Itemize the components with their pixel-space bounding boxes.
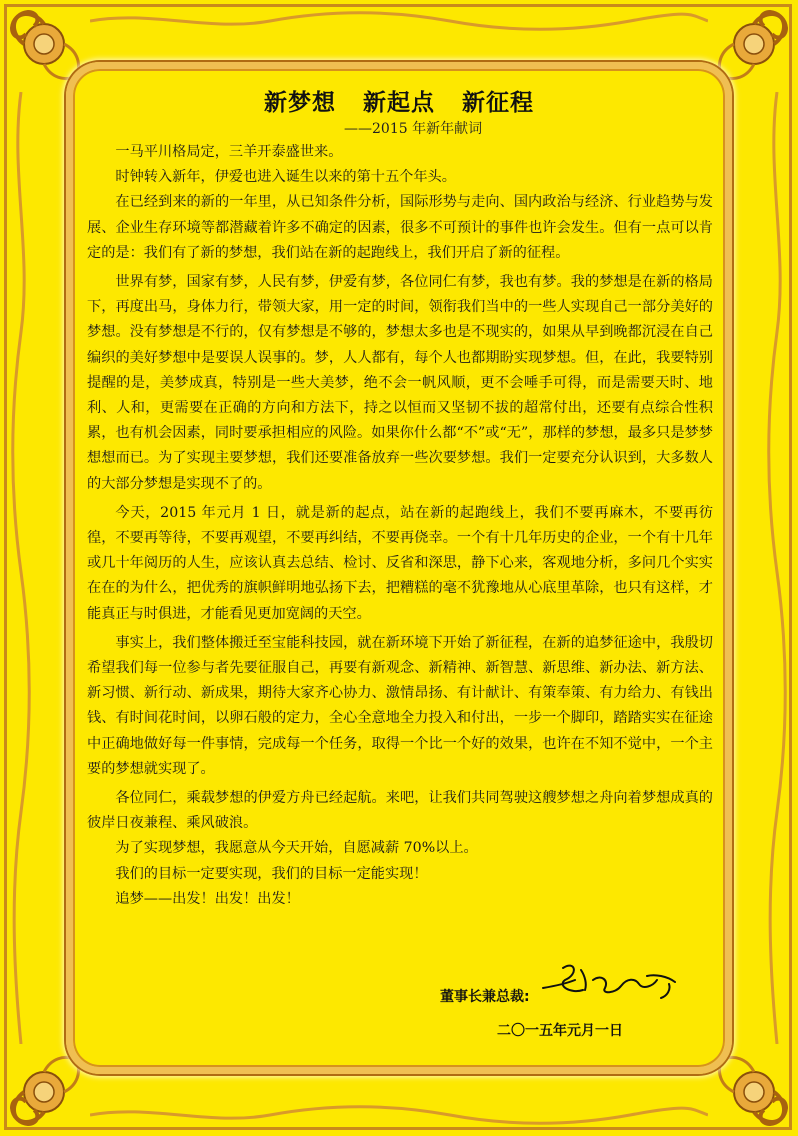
paragraph: 我们的目标一定要实现，我们的目标一定能实现！ xyxy=(115,865,428,882)
paragraph: 追梦——出发！出发！出发！ xyxy=(115,890,300,907)
paragraph: 世界有梦，国家有梦，人民有梦，伊爱有梦，各位同仁有梦，我也有梦。我的梦想是在新的格局下，再度出马，身体力行，带领大家，用一定的时间，领衔我们当中的一些人实现自己一部分美好的梦想。没有梦想是不行的，仅有梦想是不够的，梦想太多也是不现实的，如果从早到晚都沉浸在自己编织的美好梦想中是要误人误事的。梦，人人都有，每个人也都期盼实现梦想。但，在此，我要特别提醒的是，美梦成真，特别是一些大美梦，绝不会一帆风顺，更不会唾手可得，而是需要天时、地利、人和，更需要在正确的方向和方法下，持之以恒而又坚韧不拔的超常付出，还要有点综合性积累，也有机会因素，同时要承担相应的风险。如果你什么都“不”或“无”，那样的梦想，最多只是梦梦想想而已。为了实现主要梦想，我们还要准备放弃一些次要梦想。我们一定要充分认识到，大多数人的大部分梦想是实现不了的。 xyxy=(87,274,713,492)
handwritten-signature xyxy=(535,950,685,1010)
top-edge-ornament xyxy=(90,10,708,32)
paragraph: 在已经到来的新的一年里，从已知条件分析，国际形势与走向、国内政治与经济、行业趋势与发展、企业生存环境等都潜藏着许多不确定的因素，很多不可预计的事件也许会发生。但有一点可以肯定的是：我们有了新的梦想，我们站在新的起跑线上，我们开启了新的征程。 xyxy=(87,194,713,261)
paragraph: 事实上，我们整体搬迁至宝能科技园，就在新环境下开始了新征程，在新的追梦征途中，我殷切希望我们每一位参与者先要征服自己，再要有新观念、新精神、新智慧、新思维、新办法、新方法、新习惯、新行动、新成果，期待大家齐心协力、激情昂扬、有计献计、有策奉策、有力给力、有钱出钱、有时间花时间，以卵石般的定力，全心全意地全力投入和付出，一步一个脚印，踏踏实实在征途中正确地做好每一件事情，完成每一个任务，取得一个比一个好的效果，也许在不知不觉中，一个主要的梦想就实现了。 xyxy=(87,634,713,777)
paragraph: 各位同仁，乘载梦想的伊爱方舟已经起航。来吧，让我们共同驾驶这艘梦想之舟向着梦想成真的彼岸日夜兼程、乘风破浪。 xyxy=(87,790,713,832)
letter-body xyxy=(87,140,713,912)
paragraph: 今天，2015 年元月 1 日，就是新的起点，站在新的起跑线上，我们不要再麻木，不要再彷徨，不要再等待，不要再观望，不要再纠结，不要再侥幸。一个有十几年历史的企业，一个有十几年或几十年阅历的人生，应该认真去总结、检讨、反省和深思，静下心来，客观地分析，多问几个实实在在的为什么，把优秀的旗帜鲜明地弘扬下去，把糟糕的毫不犹豫地从心底里革除，也只有这样，才能真正与时俱进，才能看见更加宽阔的天空。 xyxy=(87,504,713,622)
paragraph: 一马平川格局定，三羊开泰盛世来。 xyxy=(115,144,343,160)
page-subtitle: ——2015 年新年献词 xyxy=(344,121,483,137)
paragraph: 为了实现梦想，我愿意从今天开始，自愿减薪 70%以上。 xyxy=(115,840,478,857)
signature-label: 董事长兼总裁: xyxy=(440,989,530,1005)
paragraph: 时钟转入新年，伊爱也进入诞生以来的第十五个年头。 xyxy=(115,169,456,186)
bottom-edge-ornament xyxy=(90,1104,708,1126)
date-line: 二〇一五年元月一日 xyxy=(497,1023,623,1039)
page-title: 新梦想 新起点 新征程 xyxy=(263,90,535,116)
right-edge-ornament xyxy=(766,92,788,1044)
left-edge-ornament xyxy=(10,92,32,1044)
